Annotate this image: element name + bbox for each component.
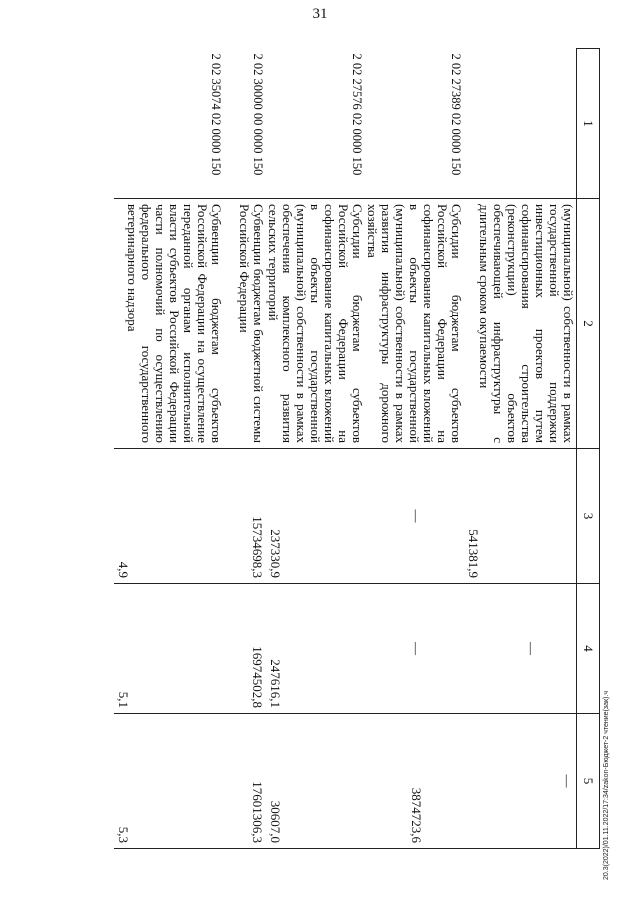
row-code: [465, 49, 577, 199]
header-col-3: 3: [577, 449, 600, 584]
rotated-table-container: [90, 48, 600, 848]
row-name: Субвенции бюджетам субъектов Российской Федерации на осуществление переданной органам исполнительной власти субъектов Российской Федерации части полномочий по осуществлению федерального государственного ветеринарного надзора: [115, 199, 225, 449]
header-row: [577, 49, 600, 849]
row-value-col4: —: [465, 584, 577, 714]
header-col-2: 2: [577, 199, 600, 449]
row-value-col5: —: [465, 714, 577, 849]
page-number: 31: [312, 6, 328, 22]
row-value-col3: 541381,9: [465, 449, 577, 584]
row-name: (муниципальной) собственности в рамках государственной поддержки инвестиционных проектов путем софинансирования строительства (реконструкции) объектов обеспечивающей инфраструктуры с длительным сроком окупаемости: [465, 199, 577, 449]
budget-table: [115, 48, 601, 849]
row-code: 2 02 30000 00 0000 150: [251, 53, 266, 176]
row-name: Субвенции бюджетам бюджетной системы Российской Федерации: [225, 199, 267, 449]
table-row: [366, 49, 465, 849]
row-name: Субсидии бюджетам субъектов Российской Федерации на софинансирование капитальных вложений в объекты государственной (муниципальной) собственности в рамках обеспечения комплексного развития сельских территорий: [267, 199, 366, 449]
row-code: 2 02 27389 02 0000 150: [449, 53, 464, 176]
header-col-4: 4: [577, 584, 600, 714]
header-col-5: 5: [577, 714, 600, 849]
row-value-col3: —: [366, 449, 465, 584]
row-value-col3: 15734698,3: [225, 449, 267, 584]
header-col-1: 1: [577, 49, 600, 199]
row-value-col3: 237330,9: [267, 449, 366, 584]
table-row: [115, 49, 225, 849]
row-value-col3: 4,9: [115, 449, 225, 584]
row-name: Субсидии бюджетам субъектов Российской Федерации на софинансирование капитальных вложений в объекты государственной (муниципальной) собственности в рамках развития инфраструктуры дорожного хозяйства: [366, 199, 465, 449]
document-footer-stamp: 20.3(2022)/01.11.2022/17:34/zakon-Бюджет-2 чтение(зак).ч: [603, 691, 610, 880]
table-row: [465, 49, 577, 849]
row-code: 2 02 27576 02 0000 150: [350, 53, 365, 176]
row-value-col4: 247616,1: [267, 584, 366, 714]
row-value-col4: —: [366, 584, 465, 714]
table-row: [225, 49, 267, 849]
row-value-col4: 16974502,8: [225, 584, 267, 714]
row-value-col5: 30607,0: [267, 714, 366, 849]
table-row: [267, 49, 366, 849]
row-value-col5: 3874723,6: [366, 714, 465, 849]
row-value-col5: 5,3: [115, 714, 225, 849]
row-value-col4: 5,1: [115, 584, 225, 714]
row-code: 2 02 35074 02 0000 150: [209, 53, 224, 176]
row-value-col5: 17601306,3: [225, 714, 267, 849]
